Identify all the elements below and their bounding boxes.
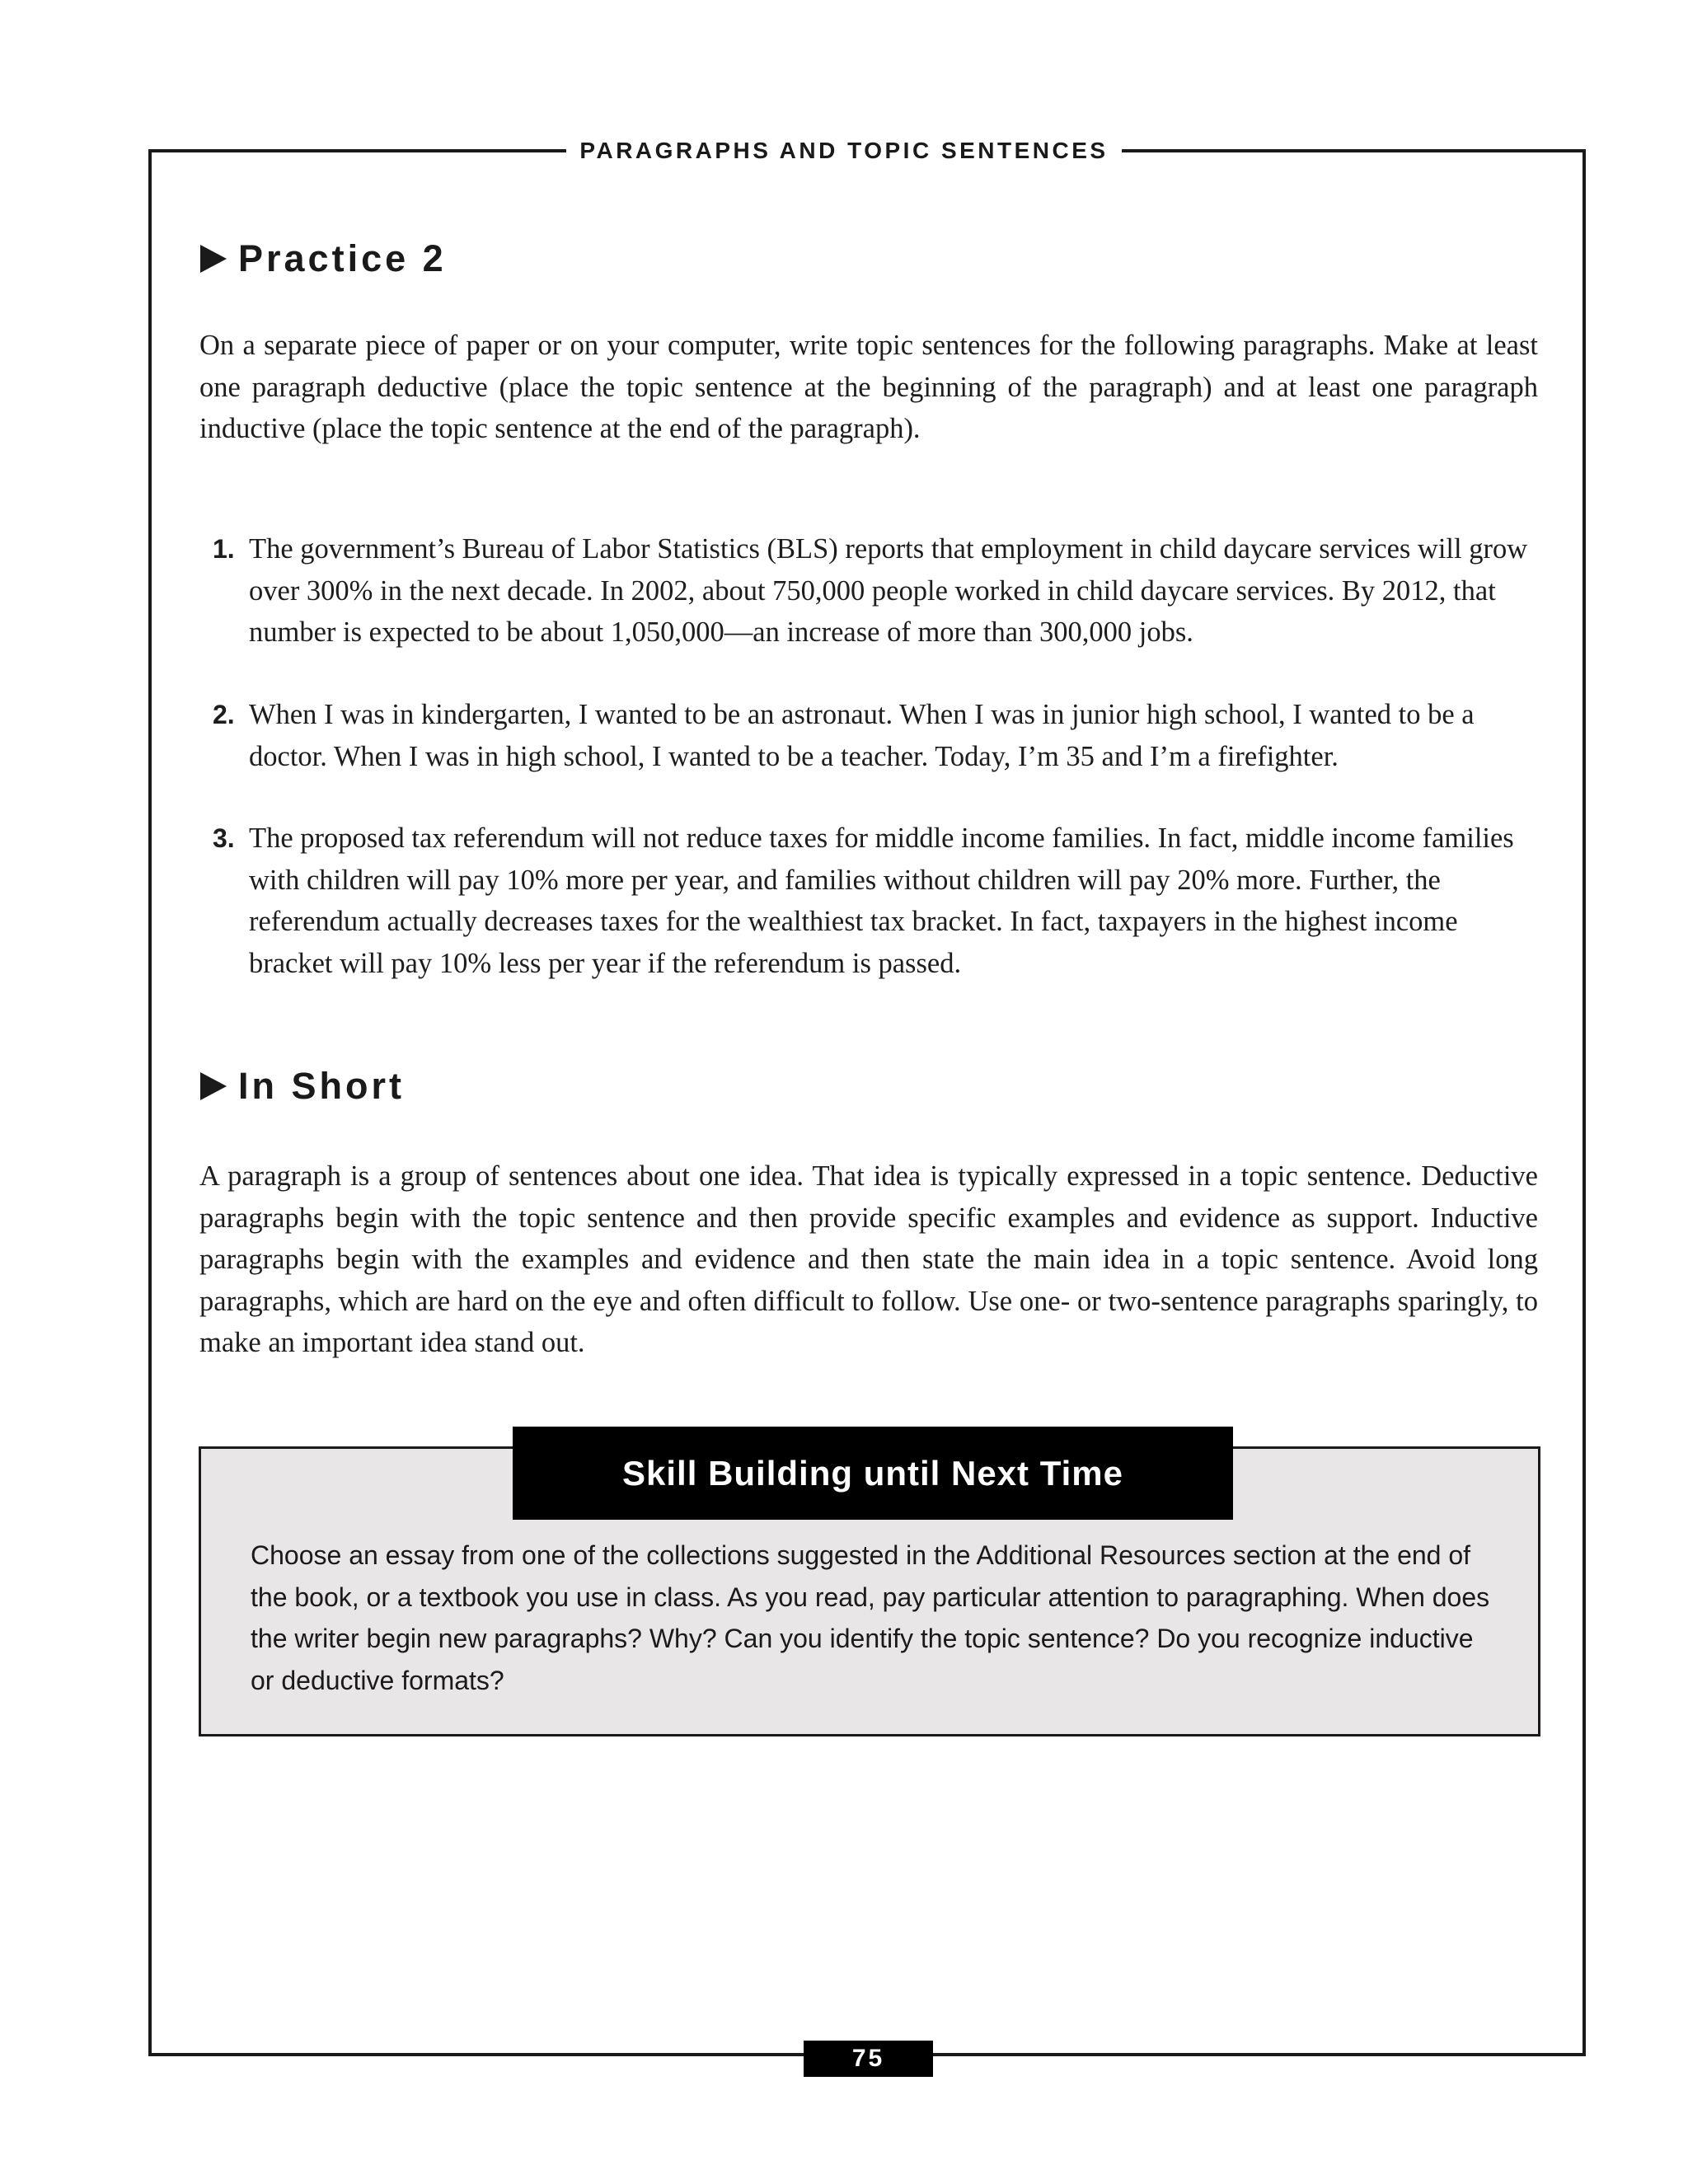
in-short-heading-text: In Short (238, 1065, 405, 1107)
running-head-text: PARAGRAPHS AND TOPIC SENTENCES (566, 135, 1121, 166)
item-number: 1. (213, 534, 235, 564)
practice-item (213, 528, 1540, 654)
item-text: The government’s Bureau of Labor Statistics (BLS) reports that employment in child daycare services will grow over 300% in the next decade. In 2002, about 750,000 people worked in child daycare services. By 2012, that number is expected to be about 1,050,000—an increase of more than 300,000 jobs. (249, 533, 1528, 648)
skill-building-title: Skill Building until Next Time (513, 1427, 1233, 1520)
practice-item (213, 818, 1540, 984)
triangle-bullet-icon (200, 1072, 227, 1100)
skill-building-text: Choose an essay from one of the collections suggested in the Additional Resources section at the end of the book, or a textbook you use in class. As you read, pay particular attention to paragraphing. When does the writer begin new paragraphs? Why? Can you identify the topic sentence? Do you recognize inductive or deductive formats? (251, 1540, 1490, 1695)
running-head (0, 135, 1688, 166)
practice-instructions: On a separate piece of paper or on your computer, write topic sentences for the following paragraphs. Make at least one paragraph deductive (place the topic sentence at the beginning of the paragraph) and at least one paragraph inductive (place the topic sentence at the end of the paragraph). (199, 330, 1538, 444)
item-text: When I was in kindergarten, I wanted to be an astronaut. When I was in junior high school, I wanted to be a doctor. When I was in high school, I wanted to be a teacher. Today, I’m 35 and I’m a firefighter. (249, 699, 1475, 772)
page-number: 75 (804, 2041, 933, 2077)
item-text: The proposed tax referendum will not reduce taxes for middle income families. In fact, middle income families with children will pay 10% more per year, and families without children will pay 20% more. Further, the referendum actually decreases taxes for the wealthiest tax bracket. In fact, taxpayers in the highest income bracket will pay 10% less per year if the referendum is passed. (249, 823, 1514, 979)
triangle-bullet-icon (200, 245, 227, 273)
practice-heading (200, 237, 447, 280)
item-number: 2. (213, 700, 235, 729)
in-short-paragraph: A paragraph is a group of sentences about one idea. That idea is typically expressed in a topic sentence. Deductive paragraphs begin with the topic sentence and then provide specific examples and evidence as support. Inductive paragraphs begin with the examples and evidence and then state the main idea in a topic sentence. Avoid long paragraphs, which are hard on the eye and often difficult to follow. Use one- or two-sentence paragraphs sparingly, to make an important idea stand out. (199, 1160, 1538, 1358)
practice-item (213, 694, 1540, 777)
in-short-heading (200, 1065, 405, 1108)
item-number: 3. (213, 823, 235, 853)
practice-heading-text: Practice 2 (238, 237, 447, 279)
